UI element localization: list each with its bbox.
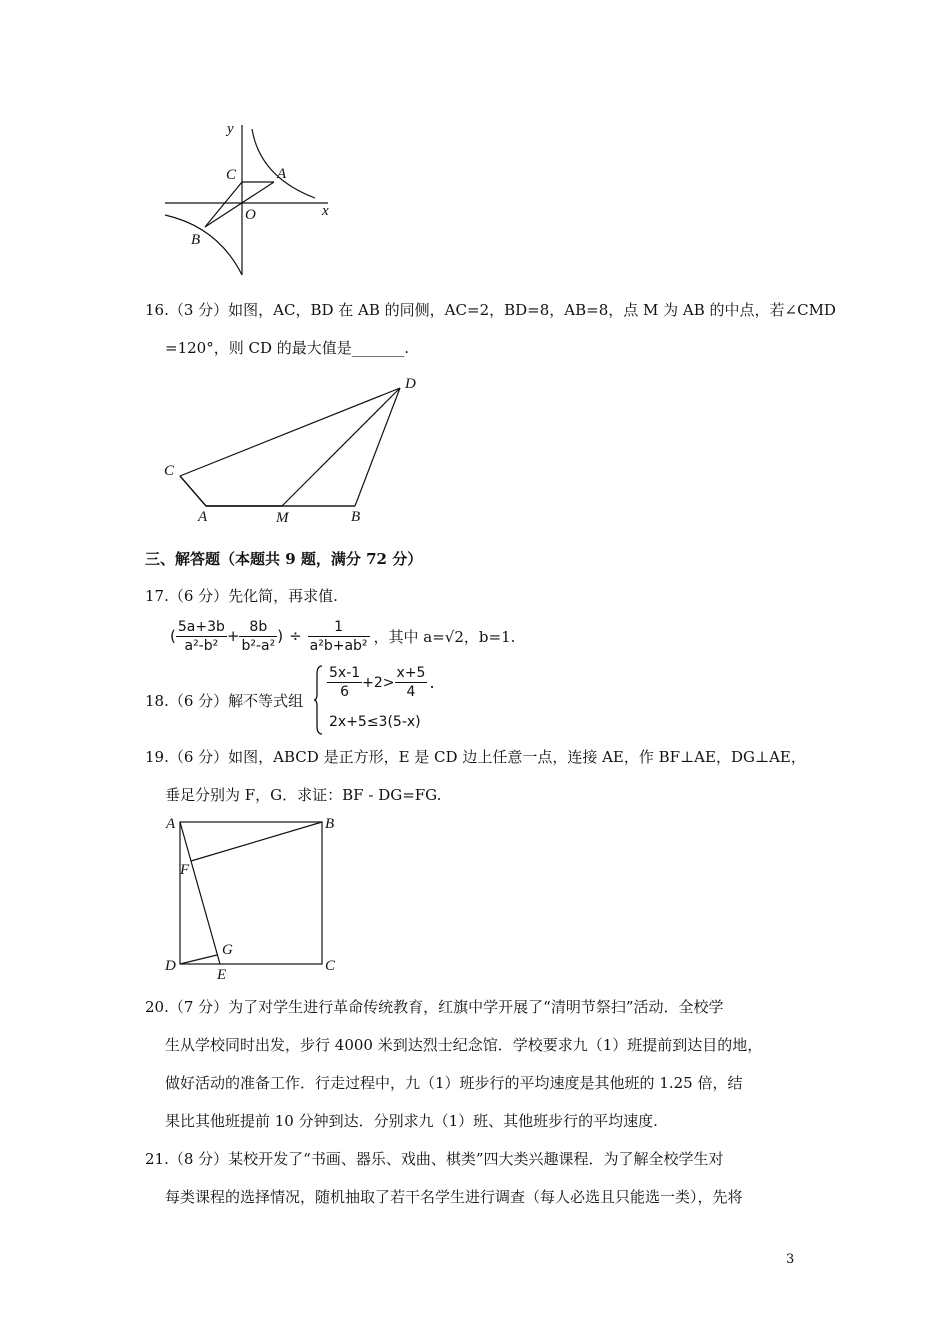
q17-tail: ，其中 a=√2，b=1. xyxy=(373,627,516,646)
fig15-coordinate-diagram xyxy=(160,115,345,280)
q16-line2: =120°，则 CD 的最大值是_______. xyxy=(165,339,410,357)
q19-line1: 19.（6 分）如图，ABCD 是正方形，E 是 CD 边上任意一点，连接 AE，作 BF⊥AE，DG⊥AE， xyxy=(145,748,806,766)
fig16-label-D: D xyxy=(405,376,416,392)
q20-line3: 做好活动的准备工作．行走过程中，九（1）班步行的平均速度是其他班的 1.25 倍，结 xyxy=(165,1074,743,1092)
fig19-square-diagram xyxy=(160,810,350,985)
fig15-label-B: B xyxy=(191,232,201,248)
q16-line1: 16.（3 分）如图，AC，BD 在 AB 的同侧，AC=2，BD=8，AB=8，点 M 为 AB 的中点，若∠CMD xyxy=(145,301,836,319)
q20-line1: 20.（7 分）为了对学生进行革命传统教育，红旗中学开展了“清明节祭扫”活动．全校学 xyxy=(145,998,724,1016)
fig19-label-A: A xyxy=(166,816,176,832)
fig19-label-D: D xyxy=(165,958,176,974)
fig15-label-C: C xyxy=(226,167,237,183)
fig19-label-F: F xyxy=(180,862,190,878)
fig16-label-B: B xyxy=(351,509,361,525)
q18-prefix: 18.（6 分）解不等式组 xyxy=(145,692,304,710)
fig19-label-E: E xyxy=(217,967,227,983)
fig19-label-G: G xyxy=(222,942,233,958)
section3-heading: 三、解答题（本题共 9 题，满分 72 分） xyxy=(145,550,423,568)
fig19-label-B: B xyxy=(325,816,335,832)
hyperbola-branch-upper xyxy=(252,129,315,198)
q20-line4: 果比其他班提前 10 分钟到达．分别求九（1）班、其他班步行的平均速度. xyxy=(165,1112,658,1130)
q18-ineq2: 2x+5≤3(5-x) xyxy=(329,714,421,730)
q21-line1: 21.（8 分）某校开发了“书画、器乐、戏曲、棋类”四大类兴趣课程．为了解全校学生对 xyxy=(145,1150,724,1168)
hyperbola-branch-lower xyxy=(165,215,242,275)
q19-line2: 垂足分别为 F，G．求证：BF - DG=FG. xyxy=(165,786,442,804)
fig16-diagram xyxy=(160,372,430,527)
fig15-label-y: y xyxy=(227,121,234,137)
fig15-label-A: A xyxy=(277,166,287,182)
q18-system xyxy=(313,664,483,736)
fig16-label-C: C xyxy=(164,463,175,479)
fig15-label-O: O xyxy=(245,207,256,223)
fig16-label-M: M xyxy=(276,510,289,526)
left-brace-icon xyxy=(313,664,323,736)
q17-frac3: $\frac{1}{\text{a²b+ab²}}$ xyxy=(309,618,368,654)
q17-expression: ( $\frac{5a+3b}{\text{a²-b²}}$ + $\frac{8b}{\text{b²-a²}}$ ) ÷ $\frac{1}{\text{a²b+ab²}}$ ，其中 a=√2，b=1. xyxy=(170,618,516,654)
q20-line2: 生从学校同时出发，步行 4000 米到达烈士纪念馆．学校要求九（1）班提前到达目的地， xyxy=(165,1036,763,1054)
q17-frac2: $\frac{8b}{\text{b²-a²}}$ xyxy=(241,618,276,654)
q17-frac1: $\frac{5a+3b}{\text{a²-b²}}$ xyxy=(177,618,225,654)
fig16-label-A: A xyxy=(198,509,208,525)
fig19-label-C: C xyxy=(325,958,336,974)
q18-ineq1: $\frac{5x-1}{6}$ +2> $\frac{x+5}{4}$ . xyxy=(329,665,435,700)
q17-line1: 17.（6 分）先化简，再求值. xyxy=(145,587,338,605)
page-number: 3 xyxy=(786,1252,795,1267)
q21-line2: 每类课程的选择情况，随机抽取了若干名学生进行调查（每人必选且只能选一类），先将 xyxy=(165,1188,743,1206)
fig15-label-x: x xyxy=(322,203,329,219)
